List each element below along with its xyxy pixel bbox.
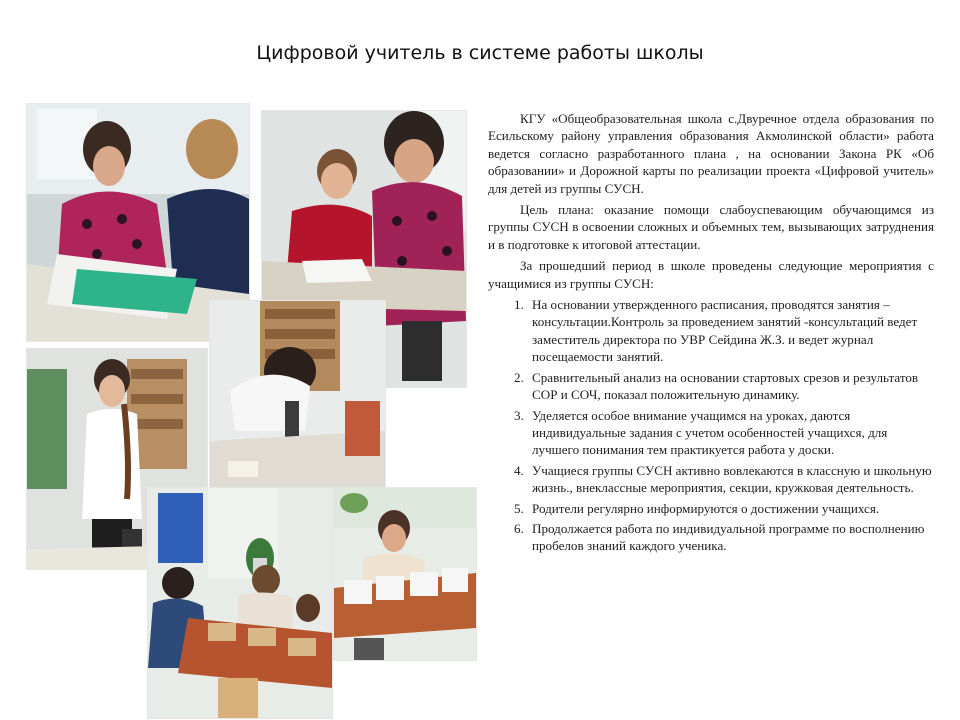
list-text: Сравнительный анализ на основании стартовых срезов и результатов СОР и СОЧ, показал положительную динамику. [532, 369, 919, 403]
plan-description [488, 110, 934, 558]
list-text: Учащиеся группы СУСН активно вовлекаются в классную и школьную жизнь., внеклассные мероприятия, секции, кружковая деятельность. [532, 462, 932, 496]
photo-student-at-microscope [209, 300, 386, 490]
activities-intro: За прошедший период в школе проведены следующие мероприятия с учащимися из группы СУСН: [488, 258, 934, 291]
list-number: 5. [514, 500, 524, 516]
photo-students-at-desk-with-trays [147, 487, 333, 719]
list-number: 3. [514, 407, 524, 423]
photo-teacher-with-picture-cards [333, 487, 477, 661]
list-number: 1. [514, 297, 524, 313]
list-number: 2. [514, 369, 524, 385]
list-number: 6. [514, 520, 524, 536]
activities-list [488, 296, 934, 555]
list-item [488, 462, 934, 497]
intro-paragraph: КГУ «Общеобразовательная школа с.Двуречное отдела образования по Есильскому району управления образования Акмолинской области» работа ведется согласно разработанного плана , на основании Закона РК «Об образовании» и Дорожной карты по реализации проекта «Цифровой учитель» для детей из группы СУСН. [488, 111, 934, 196]
list-text: Родители регулярно информируются о достижении учащихся. [532, 500, 880, 516]
goal-paragraph: Цель плана: оказание помощи слабоуспевающим обучающимся из группы СУСН в освоении сложных и объемных тем, вызывающих затруднения и в подготовке к итоговой аттестации. [488, 202, 934, 252]
list-text: На основании утвержденного расписания, проводятся занятия – консультации.Контроль за проведением занятий -консультаций ведет заместитель директора по УВР Сейдина Ж.З. и ведет журнал посещаемости занятий. [532, 297, 918, 365]
list-number: 4. [514, 462, 524, 478]
list-item [488, 369, 934, 404]
list-item [488, 407, 934, 459]
list-item [488, 500, 934, 517]
list-item [488, 296, 934, 366]
list-text: Продолжается работа по индивидуальной программе по восполнению пробелов знаний каждого ученика. [532, 520, 925, 554]
list-text: Уделяется особое внимание учащимся на уроках, даются индивидуальные задания с учетом особенностей учащихся, для лучшего понимания тем практикуется работа у доски. [532, 407, 888, 458]
list-item [488, 520, 934, 555]
slide-title: Цифровой учитель в системе работы школы [256, 42, 704, 64]
